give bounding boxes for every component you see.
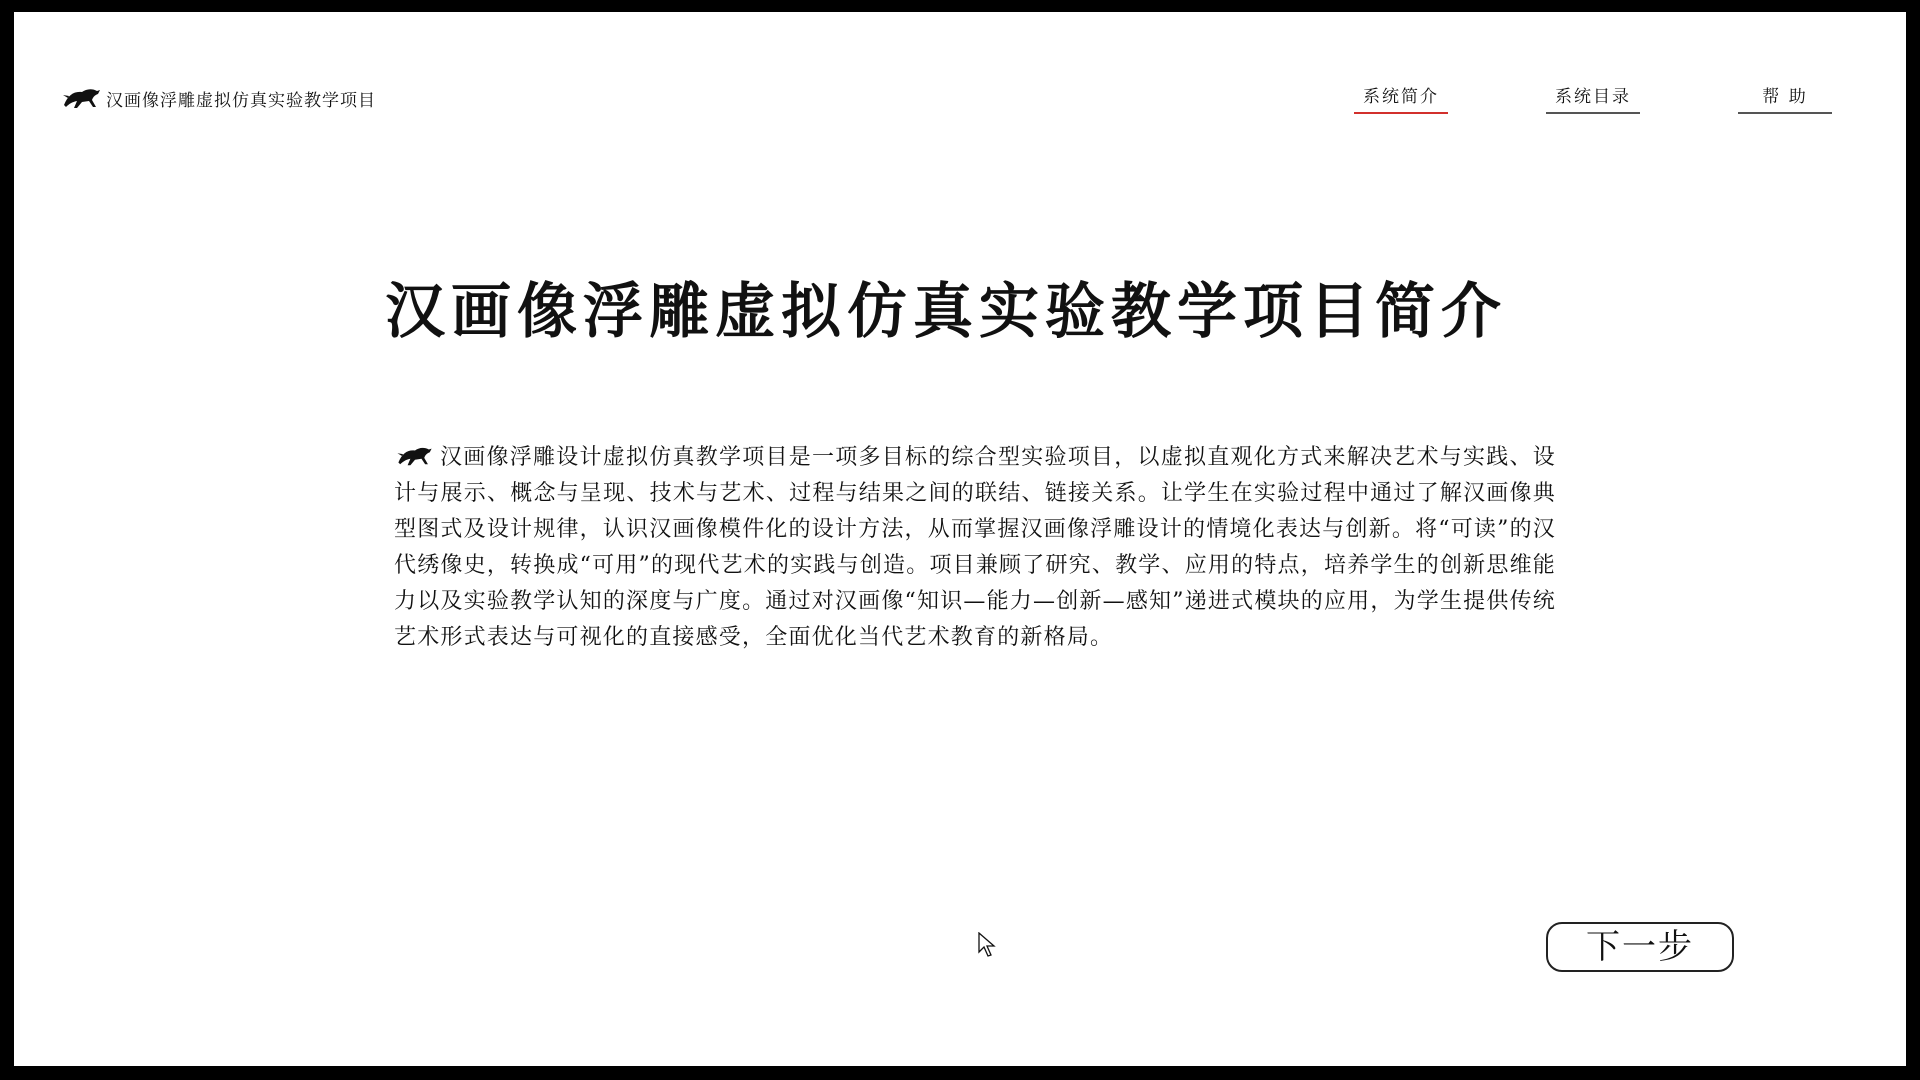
han-horse-logo-icon [394,444,436,468]
nav-item-system-intro[interactable]: 系统简介 [1354,82,1448,114]
han-horse-logo-icon [62,85,102,111]
app-title: 汉画像浮雕虚拟仿真实验教学项目 [106,90,376,111]
next-step-button[interactable]: 下一步 [1546,922,1734,972]
app-window [14,12,1906,1066]
page-title [14,264,1906,350]
top-nav [1354,82,1832,114]
page-title-text: 汉画像浮雕虚拟仿真实验教学项目简介 [385,277,1507,347]
nav-item-help[interactable]: 帮 助 [1738,82,1832,114]
mouse-cursor-icon [978,932,996,958]
header-logo[interactable] [62,85,376,111]
intro-text: 汉画像浮雕设计虚拟仿真教学项目是一项多目标的综合型实验项目，以虚拟直观化方式来解决艺术与实践、设计与展示、概念与呈现、技术与艺术、过程与结果之间的联结、链接关系。让学生在实验过程中通过了解汉画像典型图式及设计规律，认识汉画像模件化的设计方法，从而掌握汉画像浮雕设计的情境化表达与创新。将“可读”的汉代绣像史，转换成“可用”的现代艺术的实践与创造。项目兼顾了研究、教学、应用的特点，培养学生的创新思维能力以及实验教学认知的深度与广度。通过对汉画像“知识—能力—创新—感知”递进式模块的应用，为学生提供传统艺术形式表达与可视化的直接感受，全面优化当代艺术教育的新格局。 [394,445,1556,650]
intro-paragraph [394,440,1556,656]
nav-item-system-catalog[interactable]: 系统目录 [1546,82,1640,114]
